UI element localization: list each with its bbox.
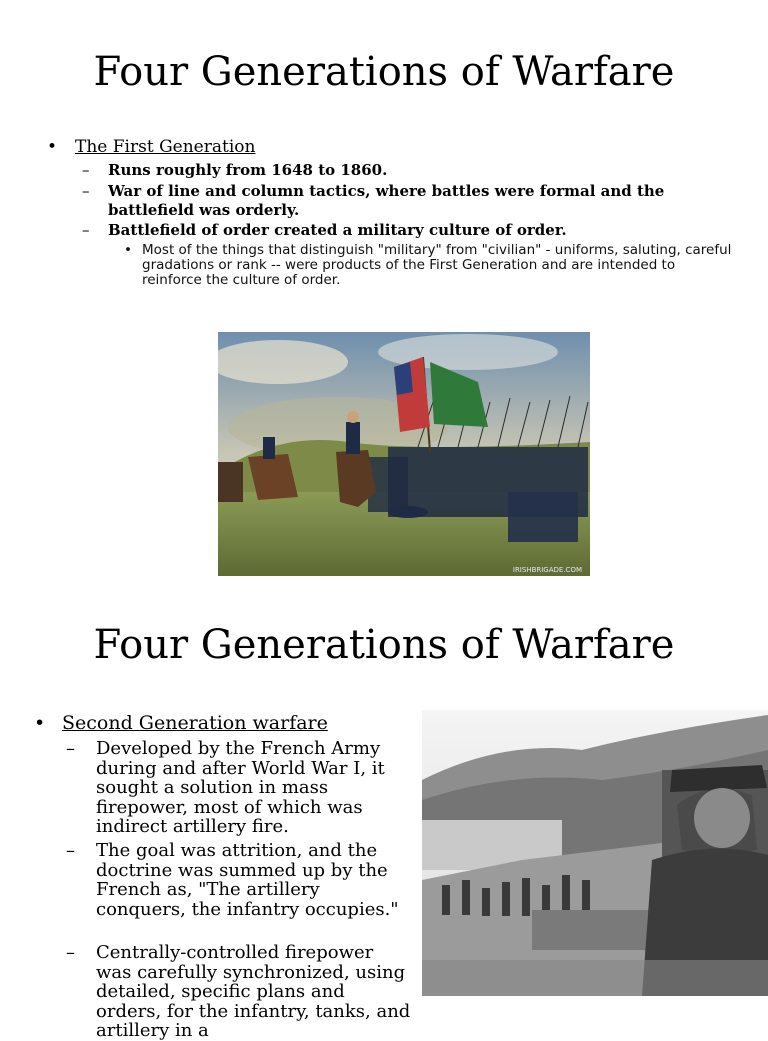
slide-2-point-3 xyxy=(66,942,411,1041)
point-text: The goal was attrition, and the doctrine was summed up by the French as, "The artillery conquers, the infantry occupies." xyxy=(96,840,399,920)
slide-2-heading xyxy=(34,712,328,734)
bullet-marker: • xyxy=(47,137,58,157)
bullet-marker: • xyxy=(34,712,46,734)
slide-1-title: Four Generations of Warfare xyxy=(93,49,675,95)
wwi-soldiers-photo xyxy=(422,710,768,996)
slide-1-point-1 xyxy=(82,161,728,180)
dash-marker: – xyxy=(82,221,90,239)
dash-marker: – xyxy=(82,182,90,200)
civil-war-battle-painting xyxy=(218,332,590,576)
heading-text: The First Generation xyxy=(75,137,256,157)
point-text: Battlefield of order created a military culture of order. xyxy=(108,221,567,239)
point-text: Runs roughly from 1648 to 1860. xyxy=(108,161,388,179)
slide-2-title: Four Generations of Warfare xyxy=(93,622,675,668)
dash-marker: – xyxy=(66,942,75,963)
dash-marker: – xyxy=(66,840,75,861)
point-text: War of line and column tactics, where battles were formal and the battlefield was orderly. xyxy=(108,182,665,219)
dash-marker: – xyxy=(82,161,90,179)
slide-1-heading xyxy=(47,137,256,157)
point-text: Developed by the French Army during and after World War I, it sought a solution in mass firepower, most of which was indirect artillery fire. xyxy=(96,738,385,837)
point-text: Centrally-controlled firepower was carefully synchronized, using detailed, specific plans and orders, for the infantry, tanks, and artillery in a xyxy=(96,942,411,1041)
slide-2-point-1 xyxy=(66,738,411,837)
painting-watermark: IRISHBRIGADE.COM xyxy=(512,566,582,574)
subpoint-text: Most of the things that distinguish "military" from "civilian" - uniforms, saluting, careful gradations or rank -- were products of the First Generation and are intended to reinforce the culture of order. xyxy=(142,242,732,288)
slide-1-point-3 xyxy=(82,221,728,240)
dash-marker: – xyxy=(66,738,75,759)
slide-1-point-2 xyxy=(82,182,728,220)
slide-1-subpoint xyxy=(124,242,732,288)
heading-text: Second Generation warfare xyxy=(62,712,328,734)
slide-2-point-2 xyxy=(66,840,411,920)
bullet-marker: • xyxy=(124,242,132,258)
